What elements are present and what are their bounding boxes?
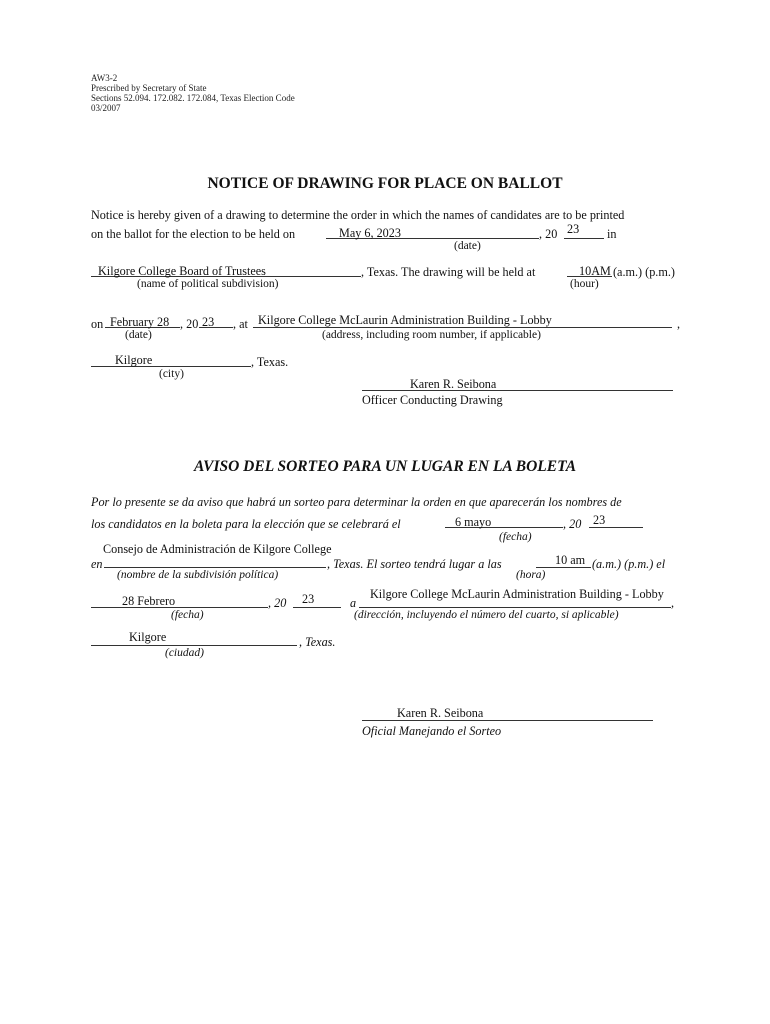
ciudad-line — [91, 645, 297, 646]
spanish-twenty: , 20 — [563, 517, 582, 531]
spanish-notice-line2-start: los candidatos en la boleta para la elección que se celebrará el — [91, 517, 401, 531]
hora-value: 10 am — [555, 553, 586, 567]
caption-address: (address, including room number, if applicable) — [322, 329, 541, 341]
at-text: , at — [233, 317, 248, 331]
hour-value: 10AM — [579, 264, 611, 278]
fecha2-value: 28 Febrero — [122, 594, 176, 608]
subdivision-es-line — [104, 567, 326, 568]
english-twenty: , 20 — [539, 227, 558, 241]
fecha2-year-line — [293, 607, 341, 608]
fecha2-line — [91, 607, 268, 608]
english-in: in — [607, 227, 617, 241]
english-notice-line2-start: on the ballot for the election to be held on — [91, 227, 296, 241]
subdivision-es-value: Consejo de Administración de Kilgore College — [103, 542, 332, 556]
city-value: Kilgore — [115, 353, 153, 367]
officer-signature-line — [362, 390, 673, 391]
oficial-caption: Oficial Manejando el Sorteo — [362, 724, 502, 738]
city-texas: , Texas. — [251, 355, 289, 369]
a-text: a — [350, 596, 357, 610]
spanish-title: AVISO DEL SORTEO PARA UN LUGAR EN LA BOLETA — [193, 458, 577, 475]
caption-subdivision: (name of political subdivision) — [137, 278, 279, 290]
prescribed-by: Prescribed by Secretary of State — [91, 83, 207, 93]
caption-date-2: (date) — [125, 329, 152, 341]
ampm-text: (a.m.) (p.m.) — [613, 265, 675, 279]
fecha2-year-value: 23 — [302, 592, 315, 606]
subdivision-value: Kilgore College Board of Trustees — [98, 264, 266, 278]
texas-sorteo-text: , Texas. El sorteo tendrá lugar a las — [327, 557, 502, 571]
caption-subdivision-es: (nombre de la subdivisión política) — [117, 569, 279, 581]
officer-caption: Officer Conducting Drawing — [362, 393, 503, 407]
caption-direccion: (dirección, incluyendo el número del cuarto, si aplicable) — [354, 609, 619, 621]
drawing-year-value: 23 — [202, 315, 215, 329]
ampm-es-text: (a.m.) (p.m.) el — [592, 557, 666, 571]
on-text: on — [91, 317, 104, 331]
caption-hour: (hour) — [570, 278, 599, 290]
code-sections: Sections 52.094. 172.082. 172.084, Texas Election Code — [91, 93, 295, 103]
direccion-value: Kilgore College McLaurin Administration Building - Lobby — [370, 587, 664, 601]
spanish-notice-line1: Por lo presente se da aviso que habrá un sorteo para determinar la orden en que aparecerán los nombres de — [91, 495, 622, 509]
caption-fecha: (fecha) — [499, 531, 532, 543]
english-notice-line1: Notice is hereby given of a drawing to determine the order in which the names of candidates are to be printed — [91, 208, 625, 222]
caption-ciudad: (ciudad) — [165, 647, 204, 659]
caption-city: (city) — [159, 368, 184, 380]
officer-name: Karen R. Seibona — [410, 377, 497, 391]
ciudad-value: Kilgore — [129, 630, 167, 644]
caption-date: (date) — [454, 240, 481, 252]
election-year-value: 23 — [567, 222, 580, 236]
drawing-date-value: February 28 — [110, 315, 170, 329]
oficial-name: Karen R. Seibona — [397, 706, 484, 720]
fecha2-twenty: , 20 — [268, 596, 287, 610]
election-date-value: May 6, 2023 — [339, 226, 401, 240]
caption-hora: (hora) — [516, 569, 546, 581]
direccion-line — [359, 607, 671, 608]
texas-drawing-text: , Texas. The drawing will be held at — [361, 265, 536, 279]
form-date: 03/2007 — [91, 103, 121, 113]
english-title: NOTICE OF DRAWING FOR PLACE ON BALLOT — [207, 175, 563, 192]
fecha-value: 6 mayo — [455, 515, 492, 529]
drawing-twenty: , 20 — [180, 317, 199, 331]
caption-fecha-2: (fecha) — [171, 609, 204, 621]
address-value: Kilgore College McLaurin Administration Building - Lobby — [258, 313, 552, 327]
ciudad-texas: , Texas. — [299, 635, 336, 649]
form-code: AW3-2 — [91, 73, 118, 83]
election-year-line — [564, 238, 604, 239]
en-text: en — [91, 557, 103, 571]
address-end: , — [677, 317, 681, 331]
direccion-end: , — [671, 596, 675, 610]
fecha-year-value: 23 — [593, 513, 606, 527]
